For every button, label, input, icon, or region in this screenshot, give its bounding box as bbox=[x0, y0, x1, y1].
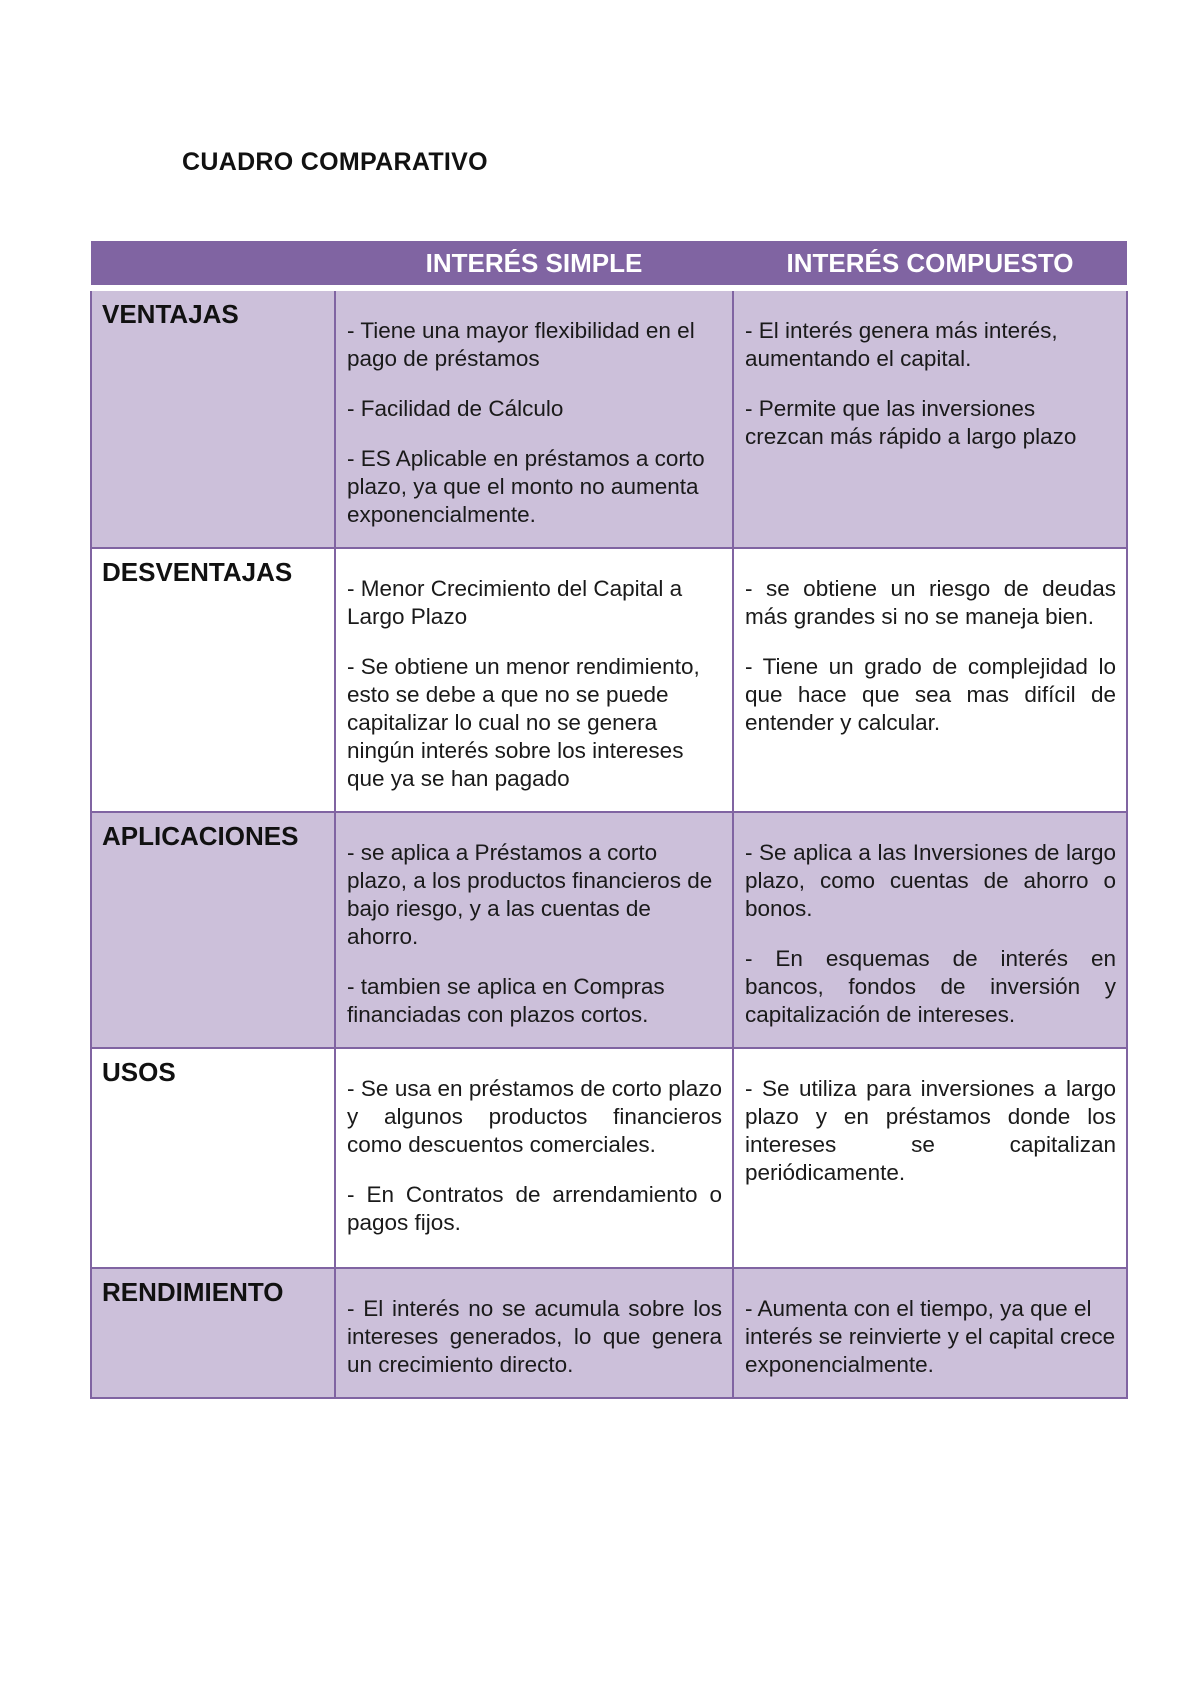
row-label-desventajas: DESVENTAJAS bbox=[91, 548, 335, 812]
cell-text: - Aumenta con el tiempo, ya que el interés se reinvierte y el capital crece exponencialmente. bbox=[745, 1296, 1116, 1377]
table-row-aplicaciones bbox=[91, 812, 1127, 1048]
comparison-table bbox=[90, 241, 1128, 1399]
cell-text: - Menor Crecimiento del Capital a Largo Plazo bbox=[347, 576, 683, 629]
cell-usos-compuesto bbox=[733, 1048, 1127, 1268]
cell-rendimiento-compuesto bbox=[733, 1268, 1127, 1398]
cell-text: - Permite que las inversiones crezcan más rápido a largo plazo bbox=[745, 396, 1077, 449]
cell-aplicaciones-compuesto bbox=[733, 812, 1127, 1048]
cell-text: - Se utiliza para inversiones a largo plazo y en préstamos donde los intereses se capitalizan periódicamente. bbox=[745, 1076, 1116, 1185]
cell-text: - Tiene un grado de complejidad lo que hace que sea mas difícil de entender y calcular. bbox=[745, 654, 1116, 735]
cell-text: - El interés genera más interés, aumentando el capital. bbox=[745, 318, 1058, 371]
cell-usos-simple bbox=[335, 1048, 733, 1268]
cell-text: - Se usa en préstamos de corto plazo y algunos productos financieros como descuentos comerciales. bbox=[347, 1076, 722, 1157]
table-row-desventajas bbox=[91, 548, 1127, 812]
cell-text: - tambien se aplica en Compras financiadas con plazos cortos. bbox=[347, 974, 665, 1027]
cell-text: - se obtiene un riesgo de deudas más grandes si no se maneja bien. bbox=[745, 576, 1116, 629]
cell-desventajas-compuesto bbox=[733, 548, 1127, 812]
table-header-row bbox=[91, 241, 1127, 288]
row-label-ventajas: VENTAJAS bbox=[91, 288, 335, 548]
cell-text: - ES Aplicable en préstamos a corto plazo, ya que el monto no aumenta exponencialmente. bbox=[347, 446, 705, 527]
table-row-rendimiento bbox=[91, 1268, 1127, 1398]
row-label-rendimiento: RENDIMIENTO bbox=[91, 1268, 335, 1398]
header-interes-compuesto: INTERÉS COMPUESTO bbox=[733, 241, 1127, 288]
page-title: CUADRO COMPARATIVO bbox=[182, 148, 488, 176]
cell-text: - Tiene una mayor flexibilidad en el pago de préstamos bbox=[347, 318, 695, 371]
cell-aplicaciones-simple bbox=[335, 812, 733, 1048]
table-row-usos bbox=[91, 1048, 1127, 1268]
cell-desventajas-simple bbox=[335, 548, 733, 812]
cell-text: - se aplica a Préstamos a corto plazo, a los productos financieros de bajo riesgo, y a las cuentas de ahorro. bbox=[347, 840, 713, 949]
cell-ventajas-simple bbox=[335, 288, 733, 548]
cell-text: - En Contratos de arrendamiento o pagos fijos. bbox=[347, 1182, 722, 1235]
cell-text: - Se obtiene un menor rendimiento, esto se debe a que no se puede capitalizar lo cual no se genera ningún interés sobre los intereses que ya se han pagado bbox=[347, 654, 700, 791]
table-row-ventajas bbox=[91, 288, 1127, 548]
cell-text: - Facilidad de Cálculo bbox=[347, 396, 564, 421]
row-label-aplicaciones: APLICACIONES bbox=[91, 812, 335, 1048]
header-blank-cell bbox=[91, 241, 335, 288]
header-interes-simple: INTERÉS SIMPLE bbox=[335, 241, 733, 288]
cell-text: - En esquemas de interés en bancos, fondos de inversión y capitalización de intereses. bbox=[745, 946, 1116, 1027]
row-label-usos: USOS bbox=[91, 1048, 335, 1268]
cell-text: - El interés no se acumula sobre los intereses generados, lo que genera un crecimiento directo. bbox=[347, 1296, 722, 1377]
cell-rendimiento-simple bbox=[335, 1268, 733, 1398]
cell-text: - Se aplica a las Inversiones de largo plazo, como cuentas de ahorro o bonos. bbox=[745, 840, 1116, 921]
cell-ventajas-compuesto bbox=[733, 288, 1127, 548]
